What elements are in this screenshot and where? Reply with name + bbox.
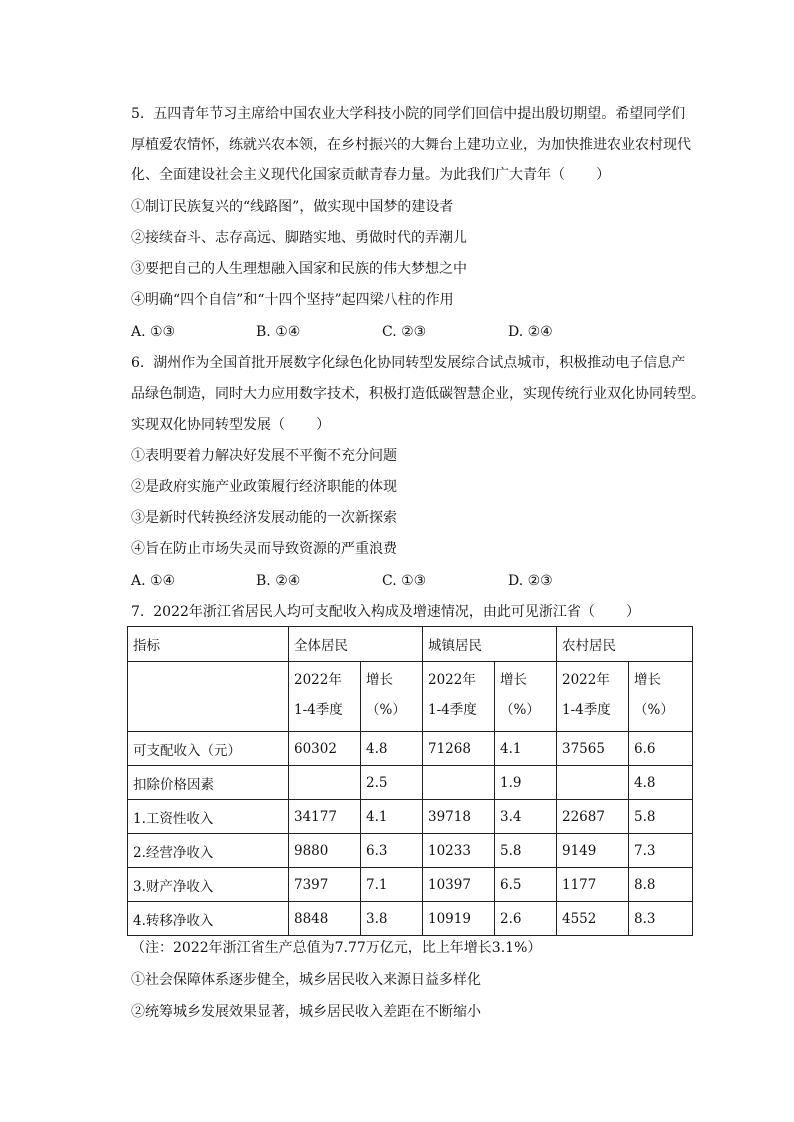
subheader-year-l1: 2022年 bbox=[562, 672, 610, 688]
table-row bbox=[128, 732, 693, 766]
subheader-growth-l1: 增长 bbox=[634, 672, 661, 688]
subheader-year bbox=[557, 662, 629, 732]
table-cell: 8.8 bbox=[629, 868, 693, 902]
q5-choice-c: C. ②③ bbox=[382, 324, 427, 340]
subheader-year-l1: 2022年 bbox=[294, 672, 342, 688]
table-row bbox=[128, 766, 693, 800]
q6-choice-c: C. ①③ bbox=[382, 573, 427, 589]
table-cell: 22687 bbox=[557, 800, 629, 834]
q6-option-4: ④旨在防止市场失灵而导致资源的严重浪费 bbox=[131, 541, 397, 557]
q6-option-1: ①表明要着力解决好发展不平衡不充分问题 bbox=[131, 448, 397, 464]
q6-option-3: ③是新时代转换经济发展动能的一次新探索 bbox=[131, 510, 397, 526]
subheader-growth-l1: 增长 bbox=[366, 672, 393, 688]
table-cell: 1.9 bbox=[495, 766, 557, 800]
subheader-growth-l1: 增长 bbox=[500, 672, 527, 688]
subheader-year-l2: 1-4季度 bbox=[294, 702, 343, 718]
table-cell-label: 4.转移净收入 bbox=[128, 902, 289, 936]
table-cell: 37565 bbox=[557, 732, 629, 766]
table-row bbox=[128, 868, 693, 902]
table-row bbox=[128, 800, 693, 834]
table-cell: 5.8 bbox=[629, 800, 693, 834]
table-cell: 4.1 bbox=[495, 732, 557, 766]
table-cell: 9149 bbox=[557, 834, 629, 868]
subheader-growth-l2: （%） bbox=[634, 702, 674, 718]
subheader-year-l2: 1-4季度 bbox=[562, 702, 611, 718]
q6-stem-line-2: 品绿色制造，同时大力应用数字技术，积极打造低碳智慧企业，实现传统行业双化协同转型。 bbox=[131, 386, 705, 402]
q5-stem-line-2: 厚植爱农情怀，练就兴农本领，在乡村振兴的大舞台上建功立业，为加快推进农业农村现代 bbox=[131, 137, 691, 153]
q7-stem: 7. 2022年浙江省居民人均可支配收入构成及增速情况，由此可见浙江省（ ） bbox=[131, 604, 641, 620]
q5-option-2: ②接续奋斗、志存高远、脚踏实地、勇做时代的弄潮儿 bbox=[131, 230, 467, 246]
table-cell: 10397 bbox=[423, 868, 495, 902]
table-cell: 10919 bbox=[423, 902, 495, 936]
q6-choices bbox=[131, 571, 651, 591]
subheader-year bbox=[423, 662, 495, 732]
table-cell: 9880 bbox=[289, 834, 361, 868]
q7-option-2: ②统筹城乡发展效果显著，城乡居民收入差距在不断缩小 bbox=[131, 1004, 481, 1020]
table-cell bbox=[423, 766, 495, 800]
table-cell-label: 2.经营净收入 bbox=[128, 834, 289, 868]
table-cell: 34177 bbox=[289, 800, 361, 834]
table-cell-label: 可支配收入（元） bbox=[128, 732, 289, 766]
table-cell bbox=[289, 766, 361, 800]
table-cell: 4.1 bbox=[361, 800, 423, 834]
table-cell: 6.5 bbox=[495, 868, 557, 902]
table-cell bbox=[557, 766, 629, 800]
header-rural-residents: 农村居民 bbox=[557, 627, 693, 662]
subheader-growth-l2: （%） bbox=[366, 702, 406, 718]
table-cell: 6.6 bbox=[629, 732, 693, 766]
table-cell: 7.3 bbox=[629, 834, 693, 868]
table-row bbox=[128, 834, 693, 868]
table-cell: 3.8 bbox=[361, 902, 423, 936]
subheader-growth-l2: （%） bbox=[500, 702, 540, 718]
table-subheader-row bbox=[128, 662, 693, 732]
table-cell: 5.8 bbox=[495, 834, 557, 868]
table-cell-label: 1.工资性收入 bbox=[128, 800, 289, 834]
table-cell: 39718 bbox=[423, 800, 495, 834]
table-cell: 4552 bbox=[557, 902, 629, 936]
table-row bbox=[128, 902, 693, 936]
q5-choices bbox=[131, 322, 651, 342]
table-cell: 10233 bbox=[423, 834, 495, 868]
table-cell: 6.3 bbox=[361, 834, 423, 868]
q5-stem-line-1: 5. 五四青年节习主席给中国农业大学科技小院的同学们回信中提出殷切期望。希望同学们 bbox=[131, 106, 686, 122]
table-cell: 4.8 bbox=[361, 732, 423, 766]
table-cell-label: 扣除价格因素 bbox=[128, 766, 289, 800]
subheader-growth bbox=[361, 662, 423, 732]
q5-stem-line-3: 化、全面建设社会主义现代化国家贡献青春力量。为此我们广大青年（ ） bbox=[131, 167, 611, 183]
table-cell: 3.4 bbox=[495, 800, 557, 834]
subheader-year bbox=[289, 662, 361, 732]
table-cell: 2.5 bbox=[361, 766, 423, 800]
table-cell: 71268 bbox=[423, 732, 495, 766]
q5-option-1: ①制订民族复兴的“线路图”，做实现中国梦的建设者 bbox=[131, 199, 454, 215]
income-table bbox=[127, 626, 693, 936]
q5-choice-b: B. ①④ bbox=[256, 324, 301, 340]
q5-choice-d: D. ②④ bbox=[508, 324, 553, 340]
subheader-year-l1: 2022年 bbox=[428, 672, 476, 688]
table-cell: 7.1 bbox=[361, 868, 423, 902]
q5-choice-a: A. ①③ bbox=[131, 324, 176, 340]
q5-option-3: ③要把自己的人生理想融入国家和民族的伟大梦想之中 bbox=[131, 261, 467, 277]
q7-option-1: ①社会保障体系逐步健全，城乡居民收入来源日益多样化 bbox=[131, 972, 481, 988]
subheader-growth bbox=[495, 662, 557, 732]
header-all-residents: 全体居民 bbox=[289, 627, 423, 662]
table-cell-label: 3.财产净收入 bbox=[128, 868, 289, 902]
q6-option-2: ②是政府实施产业政策履行经济职能的体现 bbox=[131, 479, 397, 495]
q6-choice-b: B. ②④ bbox=[256, 573, 301, 589]
subheader-growth bbox=[629, 662, 693, 732]
q5-option-4: ④明确“四个自信”和“十四个坚持”起四梁八柱的作用 bbox=[131, 292, 454, 308]
table-cell: 8.3 bbox=[629, 902, 693, 936]
header-urban-residents: 城镇居民 bbox=[423, 627, 557, 662]
subheader-year-l2: 1-4季度 bbox=[428, 702, 477, 718]
subheader-empty bbox=[128, 662, 289, 732]
table-cell: 1177 bbox=[557, 868, 629, 902]
q6-choice-d: D. ②③ bbox=[508, 573, 553, 589]
table-cell: 2.6 bbox=[495, 902, 557, 936]
table-cell: 7397 bbox=[289, 868, 361, 902]
q6-stem-line-1: 6. 湖州作为全国首批开展数字化绿色化协同转型发展综合试点城市，积极推动电子信息产 bbox=[131, 355, 686, 371]
header-indicator: 指标 bbox=[128, 627, 289, 662]
table-cell: 8848 bbox=[289, 902, 361, 936]
table-header-row bbox=[128, 627, 693, 662]
table-cell: 60302 bbox=[289, 732, 361, 766]
table-cell: 4.8 bbox=[629, 766, 693, 800]
q6-choice-a: A. ①④ bbox=[131, 573, 176, 589]
q6-stem-line-3: 实现双化协同转型发展（ ） bbox=[131, 417, 331, 433]
q7-table-note: （注：2022年浙江省生产总值为7.77万亿元，比上年增长3.1%） bbox=[131, 940, 542, 956]
